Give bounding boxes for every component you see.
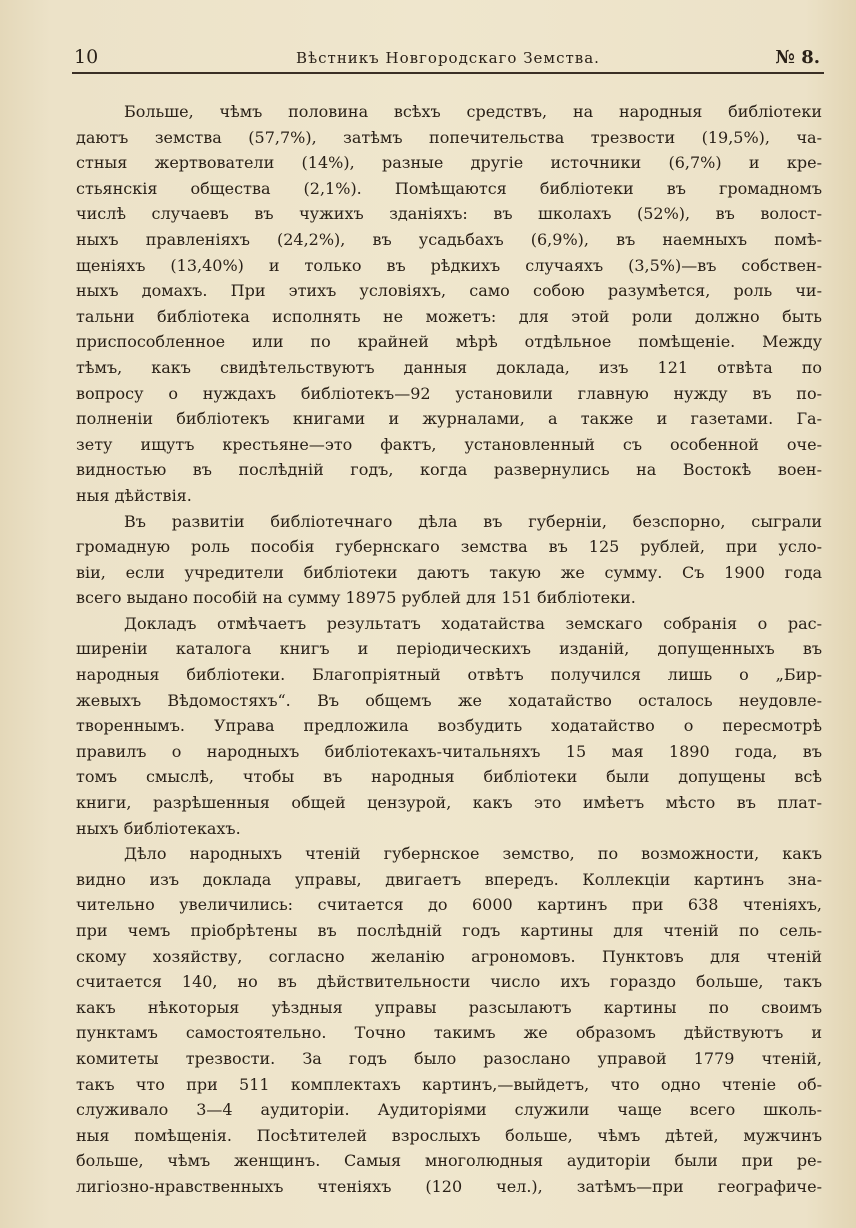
issue-number: № 8.	[775, 47, 820, 68]
text-line: ныя дѣйствія.	[76, 485, 192, 505]
text-line: скому хозяйству, согласно желанію агрономовъ. Пунктовъ для чтеній	[76, 946, 822, 966]
text-line: ныхъ библіотекахъ.	[76, 818, 241, 838]
text-line: вопросу о нуждахъ библіотекъ—92 установили главную нужду въ по-	[76, 383, 822, 403]
text-line: тѣмъ, какъ свидѣтельствуютъ данныя доклада, изъ 121 отвѣта по	[76, 357, 822, 377]
text-line: Докладъ отмѣчаетъ результатъ ходатайства земскаго собранія о рас-	[124, 613, 822, 633]
text-line: ныхъ правленіяхъ (24,2%), въ усадьбахъ (6,9%), въ наемныхъ помѣ-	[76, 229, 822, 249]
text-line: громадную роль пособія губернскаго земства въ 125 рублей, при усло-	[76, 537, 822, 557]
text-line: Дѣло народныхъ чтеній губернское земство, по возможности, какъ	[124, 844, 822, 864]
text-line: ширеніи каталога книгъ и періодическихъ изданій, допущенныхъ въ	[76, 639, 822, 659]
text-line: лигіозно-нравственныхъ чтеніяхъ (120 чел.), затѣмъ—при географиче-	[76, 1176, 822, 1196]
text-line: видностью въ послѣдній годъ, когда развернулись на Востокѣ воен-	[76, 460, 822, 480]
text-line: комитеты трезвости. За годъ было разослано управой 1779 чтеній,	[76, 1048, 822, 1068]
text-line: жевыхъ Вѣдомостяхъ“. Въ общемъ же ходатайство осталось неудовле-	[76, 690, 822, 710]
running-header	[72, 44, 824, 74]
text-line: пунктамъ самостоятельно. Точно такимъ же образомъ дѣйствуютъ и	[76, 1023, 822, 1043]
text-line: стныя жертвователи (14%), разные другіе источники (6,7%) и кре-	[76, 153, 822, 173]
text-line: ныя помѣщенія. Посѣтителей взрослыхъ больше, чѣмъ дѣтей, мужчинъ	[76, 1125, 822, 1145]
text-line: всего выдано пособій на сумму 18975 рублей для 151 библіотеки.	[76, 588, 636, 608]
page-number: 10	[74, 46, 99, 68]
text-line: ныхъ домахъ. При этихъ условіяхъ, само собою разумѣется, роль чи-	[76, 281, 822, 301]
text-line: тальни библіотека исполнять не можетъ: для этой роли должно быть	[76, 306, 822, 326]
text-line: твореннымъ. Управа предложила возбудить ходатайство о пересмотрѣ	[76, 716, 822, 736]
text-line: зету ищутъ крестьяне—это фактъ, установленный съ особенной оче-	[76, 434, 822, 454]
text-line: числѣ случаевъ въ чужихъ зданіяхъ: въ школахъ (52%), въ волост-	[76, 204, 822, 224]
text-line: народныя библіотеки. Благопріятный отвѣтъ получился лишь о „Бир-	[76, 665, 822, 685]
text-line: правилъ о народныхъ библіотекахъ-читальняхъ 15 мая 1890 года, въ	[76, 741, 822, 761]
text-line: Въ развитіи библіотечнаго дѣла въ губерніи, безспорно, сыграли	[124, 511, 822, 531]
text-line: чительно увеличились: считается до 6000 картинъ при 638 чтеніяхъ,	[76, 895, 822, 915]
text-line: даютъ земства (57,7%), затѣмъ попечительства трезвости (19,5%), ча-	[76, 127, 822, 147]
text-line: считается 140, но въ дѣйствительности число ихъ гораздо больше, такъ	[76, 972, 822, 992]
text-line: видно изъ доклада управы, двигаетъ впередъ. Коллекціи картинъ зна-	[76, 869, 822, 889]
article-body	[76, 99, 822, 1200]
text-line: больше, чѣмъ женщинъ. Самыя многолюдныя аудиторіи были при ре-	[76, 1151, 822, 1171]
text-line: такъ что при 511 комплектахъ картинъ,—выйдетъ, что одно чтеніе об-	[76, 1074, 822, 1094]
text-line: Больше, чѣмъ половина всѣхъ средствъ, на народныя библіотеки	[124, 102, 822, 121]
text-line: какъ нѣкоторыя уѣздныя управы разсылаютъ картины по своимъ	[76, 997, 822, 1017]
text-line: полненіи библіотекъ книгами и журналами, а также и газетами. Га-	[76, 409, 822, 429]
text-line: стьянскія общества (2,1%). Помѣщаются библіотеки въ громадномъ	[76, 178, 822, 198]
text-line: при чемъ пріобрѣтены въ послѣдній годъ картины для чтеній по сель-	[76, 921, 822, 940]
text-line: щеніяхъ (13,40%) и только въ рѣдкихъ случаяхъ (3,5%)—въ собствен-	[76, 255, 822, 275]
text-line: віи, если учредители библіотеки даютъ такую же сумму. Съ 1900 года	[76, 562, 822, 582]
journal-title: Вѣстникъ Новгородскаго Земства.	[296, 49, 600, 67]
text-line: служивало 3—4 аудиторіи. Аудиторіями служили чаще всего школь-	[76, 1100, 822, 1120]
text-line: томъ смыслѣ, чтобы въ народныя библіотеки были допущены всѣ	[76, 767, 822, 787]
text-line: приспособленное или по крайней мѣрѣ отдѣльное помѣщеніе. Между	[76, 332, 822, 352]
text-line: книги, разрѣшенныя общей цензурой, какъ это имѣетъ мѣсто въ плат-	[76, 793, 822, 813]
